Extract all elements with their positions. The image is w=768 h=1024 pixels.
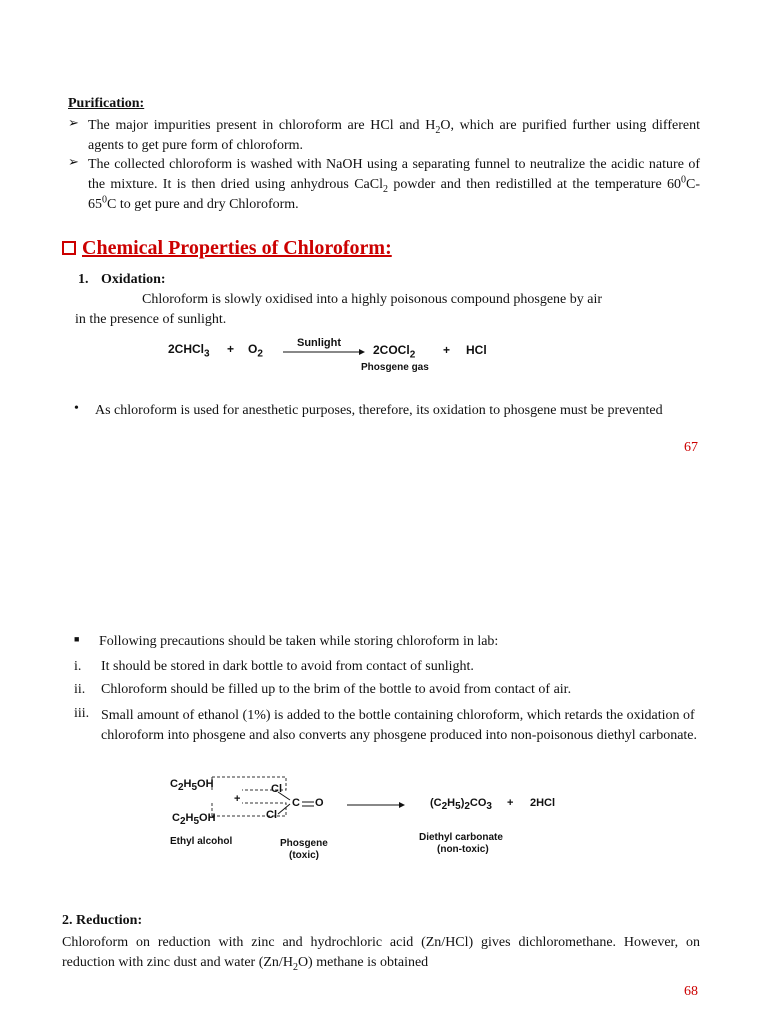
precaution-1-text: It should be stored in dark bottle to avoid from contact of sunlight. [101,659,474,674]
precaution-3-num: iii. [74,706,90,721]
oxidation-product-cocl2: 2COCl$_2$ [373,343,416,361]
reduction-text: Chloroform on reduction with zinc and hydrochloric acid (Zn/HCl) gives dichloromethane. However, on reduction with zinc dust and water $(Zn/H_2O)$ methane is obtained [62,935,700,973]
reduction-title: 2. Reduction: [62,913,143,928]
oxidation-text-line2: in the presence of sunlight. [75,312,227,327]
precaution-1-num: i. [74,659,82,674]
phosgene-carbon: C [292,797,300,809]
hcl-product: 2HCl [530,797,556,809]
oxidation-plus-2: + [443,343,451,357]
oxidation-note: As chloroform is used for anesthetic purposes, therefore, its oxidation to phosgene must be prevented [95,403,663,418]
ethanol-bottom: $C_2H_5OH$ [172,812,216,828]
oxidation-product-label: Phosgene gas [361,362,429,373]
oxidation-title: Oxidation: [101,272,166,287]
oxidation-reactant-chcl3: 2CHCl$_3$ [168,342,210,360]
purification-bullet-1: The major impurities present in chloroform are HCl and $H_2O$, which are purified further using different agents to get pure form of chloroform. [88,118,700,153]
equation-plus-2: + [507,797,514,809]
precaution-3-text: Small amount of ethanol (1%) is added to the bottle containing chloroform, which retards the oxidation of chloroform into phosgene and also converts any phosgene produced into non-poisonous diethyl carbonate. [101,708,698,743]
oxidation-product-hcl: HCl [466,343,487,357]
ethanol-top: $C_2H_5OH$ [170,778,214,794]
arrow-bullet-icon: ➢ [68,116,79,131]
arrow-bullet-icon: ➢ [68,155,79,170]
label-phosgene-toxic: (toxic) [289,850,319,861]
checkbox-square-icon [62,241,76,255]
oxidation-condition-sunlight: Sunlight [297,337,341,349]
chlorine-bottom: Cl [266,809,277,821]
equation-plus: + [234,793,241,805]
diethyl-carbonate-formula: $(C_2H_5)_2CO_3$ [430,797,492,813]
oxidation-reactant-o2: $O_2$ [248,342,263,360]
square-bullet-icon: ■ [74,634,80,644]
reaction-arrow-icon [283,348,365,356]
section-heading: Chemical Properties of Chloroform: [62,237,392,260]
reaction-arrow-icon [347,801,405,809]
bullet-dot-icon: • [74,401,79,416]
oxidation-plus-1: + [227,342,235,356]
chlorine-top: Cl [271,783,282,795]
page-number-68: 68 [684,984,698,999]
oxidation-number: 1. [78,272,89,287]
oxidation-text-line1: Chloroform is slowly oxidised into a highly poisonous compound phosgene by air [142,292,603,307]
purification-title: Purification: [68,96,145,111]
label-non-toxic: (non-toxic) [437,844,489,855]
purification-bullet-2: The collected chloroform is washed with NaOH using a separating funnel to neutralize the acidic nature of the mixture. It is then dried using anhydrous CaCl$_2$ powder and then redistilled at the temperature $60^0C-$ $65^0C$ to get pure and dry Chloroform. [88,157,700,212]
precaution-2-num: ii. [74,682,86,697]
label-ethyl-alcohol: Ethyl alcohol [170,836,233,847]
phosgene-oxygen: O [315,797,324,809]
precaution-2-text: Chloroform should be filled up to the brim of the bottle to avoid from contact of air. [101,682,572,697]
double-bond-icon [301,800,315,808]
page-number-67: 67 [684,440,698,455]
label-phosgene: Phosgene [280,838,328,849]
label-diethyl-carbonate: Diethyl carbonate [419,832,503,843]
precautions-intro: Following precautions should be taken while storing chloroform in lab: [99,634,499,649]
